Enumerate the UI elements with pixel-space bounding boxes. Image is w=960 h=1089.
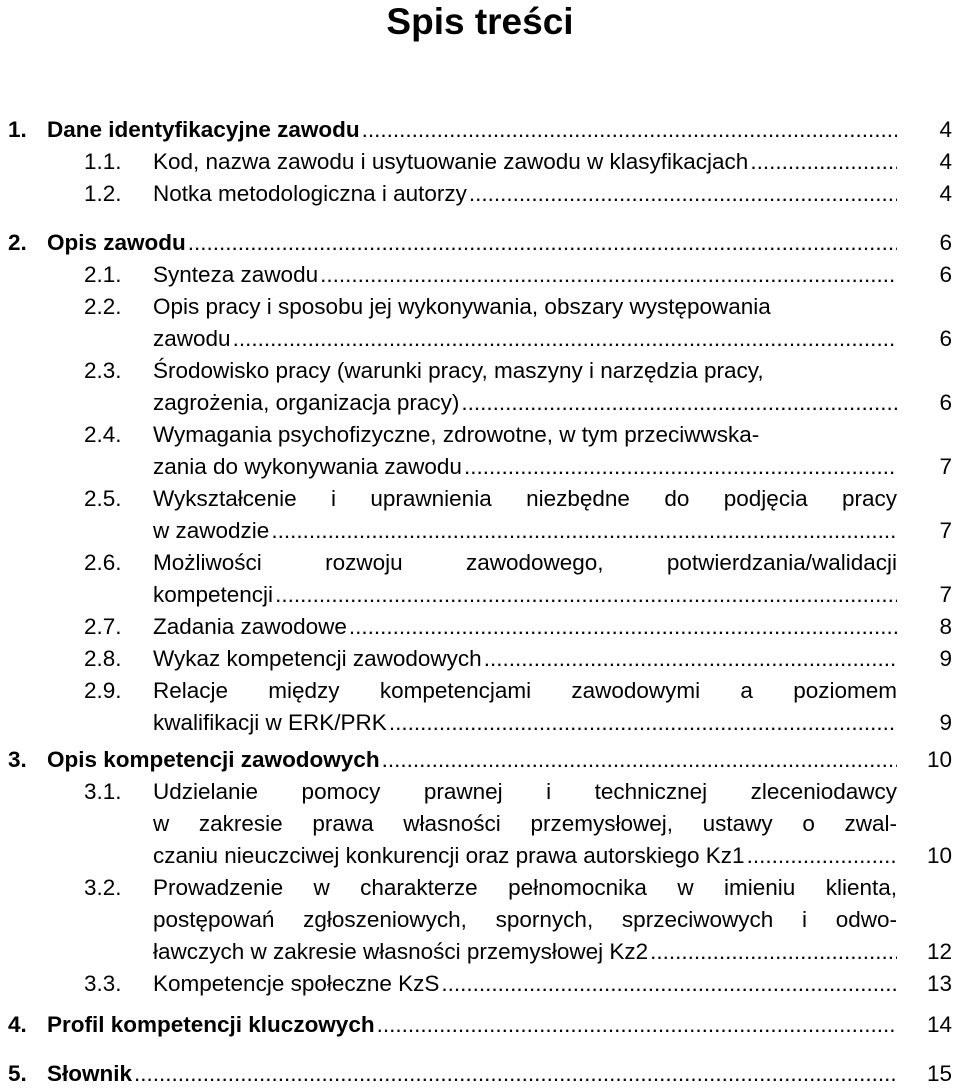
dot-leader [375,1010,897,1040]
toc-entry-title: zania do wykonywania zawodu [153,454,462,479]
toc-entry-3-1-cont[interactable] [0,809,960,839]
toc-entry-page: 10 [926,747,952,772]
dot-leader [745,841,897,871]
toc-entry-number: 2.2. [84,294,122,319]
toc-entry-3-3[interactable] [0,969,960,999]
toc-entry-title: Notka metodologiczna i autorzy [153,181,467,206]
dot-leader [482,644,897,674]
toc-entry-title: ławczych w zakresie własności przemysłowej Kz2 [153,939,649,964]
toc-entry-title: Dane identyfikacyjne zawodu [47,117,360,142]
toc-entry-1[interactable] [0,115,960,145]
dot-leader [186,228,897,258]
toc-entry-number: 2.4. [84,422,122,447]
toc-entry-page: 6 [939,262,952,287]
toc-entry-title: Słownik [47,1061,133,1086]
toc-entry-page: 12 [926,939,952,964]
dot-leader [360,115,897,145]
dot-leader [273,580,897,610]
toc-entry-number: 3.1. [84,779,122,804]
toc-entry-5[interactable] [0,1059,960,1089]
toc-entry-title: Opis zawodu [47,230,186,255]
toc-entry-title-line: Wykształcenie i uprawnienia niezbędne do podjęcia pracy [153,486,897,511]
toc-entry-page: 9 [939,710,952,735]
toc-entry-page: 14 [926,1012,952,1037]
toc-entry-title-line: w zakresie prawa własności przemysłowej, ustawy o zwal- [153,811,897,836]
toc-entry-title: zawodu [153,326,231,351]
page-title: Spis treści [386,1,574,42]
toc-entry-title-line: Środowisko pracy (warunki pracy, maszyny i narzędzia pracy, [153,358,764,383]
toc-entry-2-3[interactable] [0,356,960,386]
toc-entry-2-5-cont[interactable] [0,516,960,546]
toc-entry-4[interactable] [0,1010,960,1040]
toc-entry-title-line: Udzielanie pomocy prawnej i technicznej zleceniodawcy [153,779,897,804]
toc-entry-title-line: Wymagania psychofizyczne, zdrowotne, w tym przeciwwska- [153,422,760,447]
toc-entry-title: czaniu nieuczciwej konkurencji oraz prawa autorskiego Kz1 [153,843,745,868]
dot-leader [347,612,897,642]
toc-entry-title-line: Opis pracy i sposobu jej wykonywania, obszary występowania [153,294,771,319]
toc-entry-number: 3. [8,747,27,772]
toc-entry-title-line: Relacje między kompetencjami zawodowymi a poziomem [153,678,897,703]
dot-leader [439,969,897,999]
toc-entry-title: Kod, nazwa zawodu i usytuowanie zawodu w klasyfikacjach [153,149,749,174]
toc-entry-2-7[interactable] [0,612,960,642]
toc-entry-page: 13 [926,971,952,996]
toc-entry-2-9-cont[interactable] [0,708,960,738]
toc-entry-2-8[interactable] [0,644,960,674]
dot-leader [269,516,897,546]
toc-entry-2-3-cont[interactable] [0,388,960,418]
toc-entry-title: Kompetencje społeczne KzS [153,971,440,996]
toc-entry-number: 2.9. [84,678,122,703]
dot-leader [387,708,897,738]
toc-entry-title: Opis kompetencji zawodowych [47,747,380,772]
toc-entry-2-6-cont[interactable] [0,580,960,610]
toc-entry-page: 6 [939,230,952,255]
toc-entry-title: zagrożenia, organizacja pracy) [153,390,460,415]
toc-entry-3[interactable] [0,745,960,775]
dot-leader [459,388,897,418]
toc-entry-title: kompetencji [153,582,274,607]
toc-entry-2-5[interactable] [0,484,960,514]
toc-entry-2-6[interactable] [0,548,960,578]
toc-entry-page: 10 [926,843,952,868]
toc-entry-page: 6 [939,390,952,415]
toc-entry-page: 6 [939,326,952,351]
toc-entry-number: 2.1. [84,262,122,287]
dot-leader [648,937,897,967]
toc-entry-title-line: postępowań zgłoszeniowych, spornych, sprzeciwowych i odwo- [153,907,897,932]
dot-leader [318,260,897,290]
toc-entry-3-1-cont2[interactable] [0,841,960,871]
dot-leader [132,1059,897,1089]
toc-entry-title: Wykaz kompetencji zawodowych [153,646,482,671]
toc-entry-3-1[interactable] [0,777,960,807]
toc-entry-page: 4 [939,149,952,174]
toc-entry-title-line: Możliwości rozwoju zawodowego, potwierdzania/walidacji [153,550,897,575]
toc-entry-title-line: Prowadzenie w charakterze pełnomocnika w imieniu klienta, [153,875,897,900]
toc-entry-2-4-cont[interactable] [0,452,960,482]
dot-leader [462,452,897,482]
toc-entry-page: 4 [939,117,952,142]
toc-entry-number: 1. [8,117,27,142]
toc-entry-number: 3.2. [84,875,122,900]
toc-entry-title: Zadania zawodowe [153,614,347,639]
toc-entry-2-9[interactable] [0,676,960,706]
toc-entry-2[interactable] [0,228,960,258]
toc-entry-page: 7 [939,454,952,479]
toc-entry-3-2-cont[interactable] [0,905,960,935]
toc-entry-2-2[interactable] [0,292,960,322]
dot-leader [467,179,897,209]
toc-entry-title: w zawodzie [153,518,270,543]
toc-entry-2-1[interactable] [0,260,960,290]
toc-entry-number: 5. [8,1061,27,1086]
toc-entry-2-2-cont[interactable] [0,324,960,354]
toc-entry-page: 15 [926,1061,952,1086]
toc-entry-number: 2.8. [84,646,122,671]
toc-entry-page: 7 [939,518,952,543]
toc-entry-number: 1.2. [84,181,122,206]
toc-entry-1-2[interactable] [0,179,960,209]
toc-entry-title: Synteza zawodu [153,262,319,287]
toc-entry-title: Profil kompetencji kluczowych [47,1012,375,1037]
toc-entry-number: 1.1. [84,149,122,174]
toc-entry-page: 4 [939,181,952,206]
toc-entry-number: 2.7. [84,614,122,639]
toc-entry-number: 2.6. [84,550,122,575]
toc-entry-number: 2.3. [84,358,122,383]
toc-entry-page: 7 [939,582,952,607]
toc-entry-3-2-cont2[interactable] [0,937,960,967]
toc-entry-number: 2.5. [84,486,122,511]
toc-entry-3-2[interactable] [0,873,960,903]
toc-entry-page: 8 [939,614,952,639]
toc-entry-number: 3.3. [84,971,122,996]
dot-leader [380,745,897,775]
toc-entry-2-4[interactable] [0,420,960,450]
toc-entry-1-1[interactable] [0,147,960,177]
toc-entry-number: 2. [8,230,27,255]
toc-entry-title: kwalifikacji w ERK/PRK [153,710,387,735]
dot-leader [231,324,897,354]
toc-entry-page: 9 [939,646,952,671]
toc-entry-number: 4. [8,1012,27,1037]
dot-leader [748,147,897,177]
